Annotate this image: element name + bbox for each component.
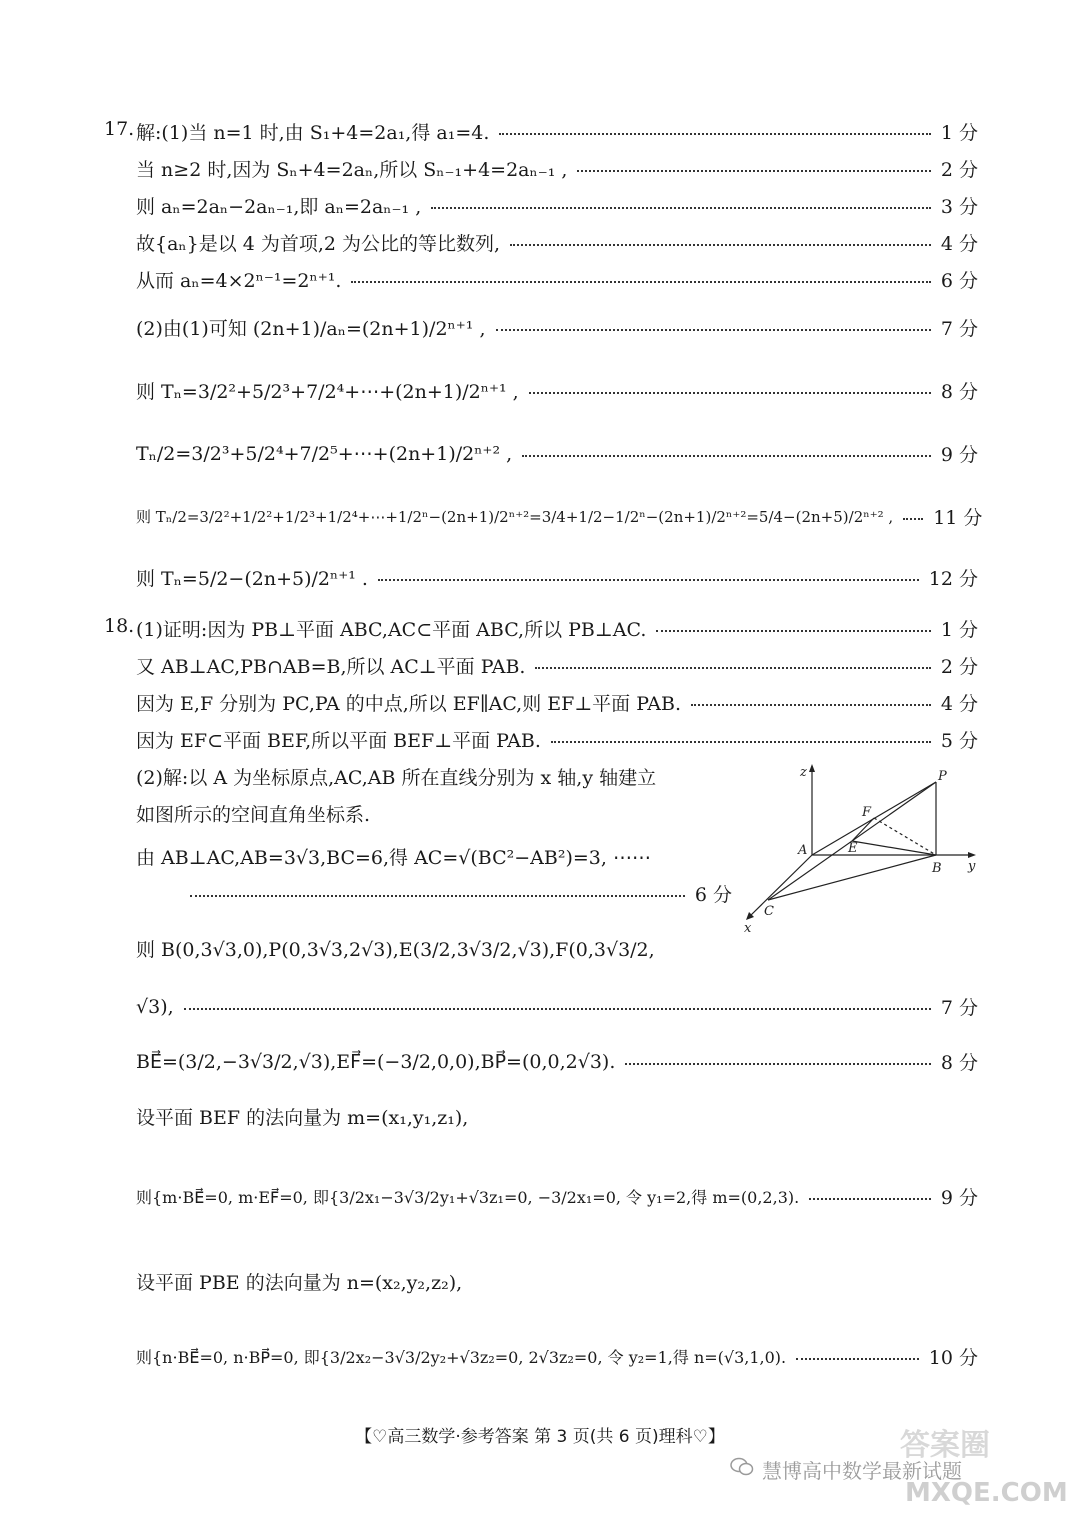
q17-line-4-score: 4 分 [940, 233, 978, 255]
leader-dots [351, 281, 930, 283]
q18-line-7 [136, 843, 651, 870]
y-arrow [968, 852, 976, 858]
q17-line-4-text: 故{aₙ}是以 4 为首项,2 为公比的等比数列, [136, 233, 501, 255]
leader-dots [378, 579, 919, 581]
q17-line-10-score: 12 分 [928, 568, 978, 590]
question-18-number: 18. [104, 615, 135, 637]
q17-line-5 [136, 266, 978, 293]
q17-line-1-score: 1 分 [940, 122, 978, 144]
q18-line-4 [136, 726, 978, 753]
q18-line-8-score: 6 分 [694, 884, 732, 906]
q17-line-3-score: 3 分 [940, 196, 978, 218]
q18-line-15-score: 10 分 [928, 1347, 978, 1369]
edge-CB [768, 855, 936, 900]
watermark-site: MXQE.COM [905, 1478, 1068, 1508]
q18-line-1-text: (1)证明:因为 PB⊥平面 ABC,AC⊂平面 ABC,所以 PB⊥AC. [136, 619, 647, 641]
q18-line-2 [136, 652, 978, 679]
q17-line-9-text: 则 Tₙ/2=3/2²+1/2²+1/2³+1/2⁴+⋯+1/2ⁿ−(2n+1)/2ⁿ⁺²=3/4+1/2−1/2ⁿ−(2n+1)/2ⁿ⁺²=5/4−(2n+5)/2ⁿ⁺² , [136, 508, 894, 526]
q17-line-1 [136, 118, 978, 145]
q17-line-8 [136, 440, 978, 467]
leader-dots [809, 1198, 931, 1200]
leader-dots [184, 1008, 931, 1010]
q18-line-11-score: 8 分 [940, 1052, 978, 1074]
q18-line-9 [136, 935, 655, 962]
leader-dots [535, 667, 930, 669]
q18-line-4-text: 因为 EF⊂平面 BEF,所以平面 BEF⊥平面 PAB. [136, 730, 541, 752]
label-F: F [862, 805, 872, 820]
label-A: A [798, 843, 808, 858]
watermark-logo: 答案圈 [900, 1428, 990, 1463]
q18-line-1 [136, 615, 978, 642]
leader-dots [510, 244, 931, 246]
q18-line-5 [136, 763, 656, 790]
q18-line-15-text: 则{n·BE⃗=0, n·BP⃗=0, 即{3/2x₂−3√3/2y₂+√3z₂=0, 2√3z₂=0, 令 y₂=1,得 n=(√3,1,0). [136, 1348, 787, 1367]
q18-line-14-text: 设平面 PBE 的法向量为 n=(x₂,y₂,z₂), [136, 1272, 463, 1294]
q18-line-9-text: 则 B(0,3√3,0),P(0,3√3,2√3),E(3/2,3√3/2,√3),F(0,3√3/2, [136, 939, 655, 961]
label-B: B [932, 861, 942, 876]
q18-line-5-text: (2)解:以 A 为坐标原点,AC,AB 所在直线分别为 x 轴,y 轴建立 [136, 767, 657, 789]
q18-line-14 [136, 1268, 462, 1295]
q18-line-3-text: 因为 E,F 分别为 PC,PA 的中点,所以 EF∥AC,则 EF⊥平面 PAB. [136, 693, 681, 715]
q18-line-1-score: 1 分 [940, 619, 978, 641]
label-C: C [764, 904, 774, 919]
label-E: E [848, 841, 858, 856]
q18-line-10-text: √3), [136, 995, 174, 1018]
label-y: y [968, 859, 976, 874]
q18-line-6 [136, 800, 370, 827]
edge-EB [852, 841, 936, 855]
q17-line-2-text: 当 n≥2 时,因为 Sₙ+4=2aₙ,所以 Sₙ₋₁+4=2aₙ₋₁ , [136, 159, 568, 181]
q17-line-2-score: 2 分 [940, 159, 978, 181]
q17-line-8-text: Tₙ/2=3/2³+5/2⁴+7/2⁵+⋯+(2n+1)/2ⁿ⁺² , [136, 442, 513, 465]
q17-line-8-score: 9 分 [940, 444, 978, 466]
q18-line-4-score: 5 分 [940, 730, 978, 752]
q17-line-6-text: (2)由(1)可知 (2n+1)/aₙ=(2n+1)/2ⁿ⁺¹ , [136, 318, 486, 340]
q17-line-7-text: 则 Tₙ=3/2²+5/2³+7/2⁴+⋯+(2n+1)/2ⁿ⁺¹ , [136, 381, 519, 403]
leader-dots [522, 455, 931, 457]
label-P: P [938, 769, 947, 784]
q18-line-12 [136, 1103, 468, 1130]
q18-line-2-score: 2 分 [940, 656, 978, 678]
q18-line-13-score: 9 分 [940, 1187, 978, 1209]
q18-line-13 [136, 1183, 978, 1210]
watermark-account: 慧博高中数学最新试题 [762, 1459, 962, 1483]
q18-line-3 [136, 689, 978, 716]
q18-line-10 [136, 993, 978, 1020]
q18-line-11-text: BE⃗=(3/2,−3√3/2,√3),EF⃗=(−3/2,0,0),BP⃗=(0,0,2√3). [136, 1050, 616, 1073]
leader-dots [190, 895, 685, 897]
q17-line-9 [136, 503, 983, 530]
label-x: x [744, 921, 752, 935]
q17-line-2 [136, 155, 978, 182]
q17-line-10 [136, 564, 978, 591]
leader-dots [577, 170, 930, 172]
q17-line-3 [136, 192, 978, 219]
z-arrow [809, 764, 815, 772]
q18-line-3-score: 4 分 [940, 693, 978, 715]
leader-dots [529, 392, 931, 394]
question-17-number: 17. [104, 118, 135, 140]
page-footer: 【♡高三数学·参考答案 第 3 页(共 6 页)理科♡】 [355, 1427, 725, 1447]
leader-dots [656, 630, 930, 632]
q17-line-7-score: 8 分 [940, 381, 978, 403]
leader-dots [551, 741, 931, 743]
q18-line-7-text: 由 AB⊥AC,AB=3√3,BC=6,得 AC=√(BC²−AB²)=3, ⋯⋯ [136, 847, 651, 869]
q18-line-13-text: 则{m·BE⃗=0, m·EF⃗=0, 即{3/2x₁−3√3/2y₁+√3z₁=0, −3/2x₁=0, 令 y₁=2,得 m=(0,2,3). [136, 1188, 800, 1207]
leader-dots [691, 704, 931, 706]
x-axis [748, 855, 812, 918]
label-z: z [800, 765, 807, 780]
q17-line-7 [136, 377, 978, 404]
wechat-icon [730, 1456, 754, 1478]
q17-line-10-text: 则 Tₙ=5/2−(2n+5)/2ⁿ⁺¹ . [136, 568, 368, 590]
coordinate-figure [740, 760, 990, 935]
q18-line-6-text: 如图所示的空间直角坐标系. [136, 804, 371, 826]
q17-line-4 [136, 229, 978, 256]
q18-line-12-text: 设平面 BEF 的法向量为 m=(x₁,y₁,z₁), [136, 1107, 469, 1129]
q17-line-1-text: 解:(1)当 n=1 时,由 S₁+4=2a₁,得 a₁=4. [136, 122, 490, 144]
q17-line-5-text: 从而 aₙ=4×2ⁿ⁻¹=2ⁿ⁺¹. [136, 270, 342, 292]
leader-dots [496, 329, 931, 331]
q18-line-2-text: 又 AB⊥AC,PB∩AB=B,所以 AC⊥平面 PAB. [136, 656, 526, 678]
q17-line-3-text: 则 aₙ=2aₙ−2aₙ₋₁,即 aₙ=2aₙ₋₁ , [136, 196, 422, 218]
leader-dots [903, 518, 923, 520]
q18-line-15 [136, 1343, 978, 1370]
leader-dots [796, 1358, 919, 1360]
leader-dots [499, 133, 930, 135]
q18-line-10-score: 7 分 [940, 997, 978, 1019]
q17-line-6-score: 7 分 [940, 318, 978, 340]
q18-line-11 [136, 1048, 978, 1075]
q18-line-8 [190, 880, 732, 907]
leader-dots [431, 207, 931, 209]
leader-dots [625, 1063, 930, 1065]
q17-line-9-score: 11 分 [933, 507, 983, 529]
q17-line-5-score: 6 分 [940, 270, 978, 292]
q17-line-6 [136, 314, 978, 341]
